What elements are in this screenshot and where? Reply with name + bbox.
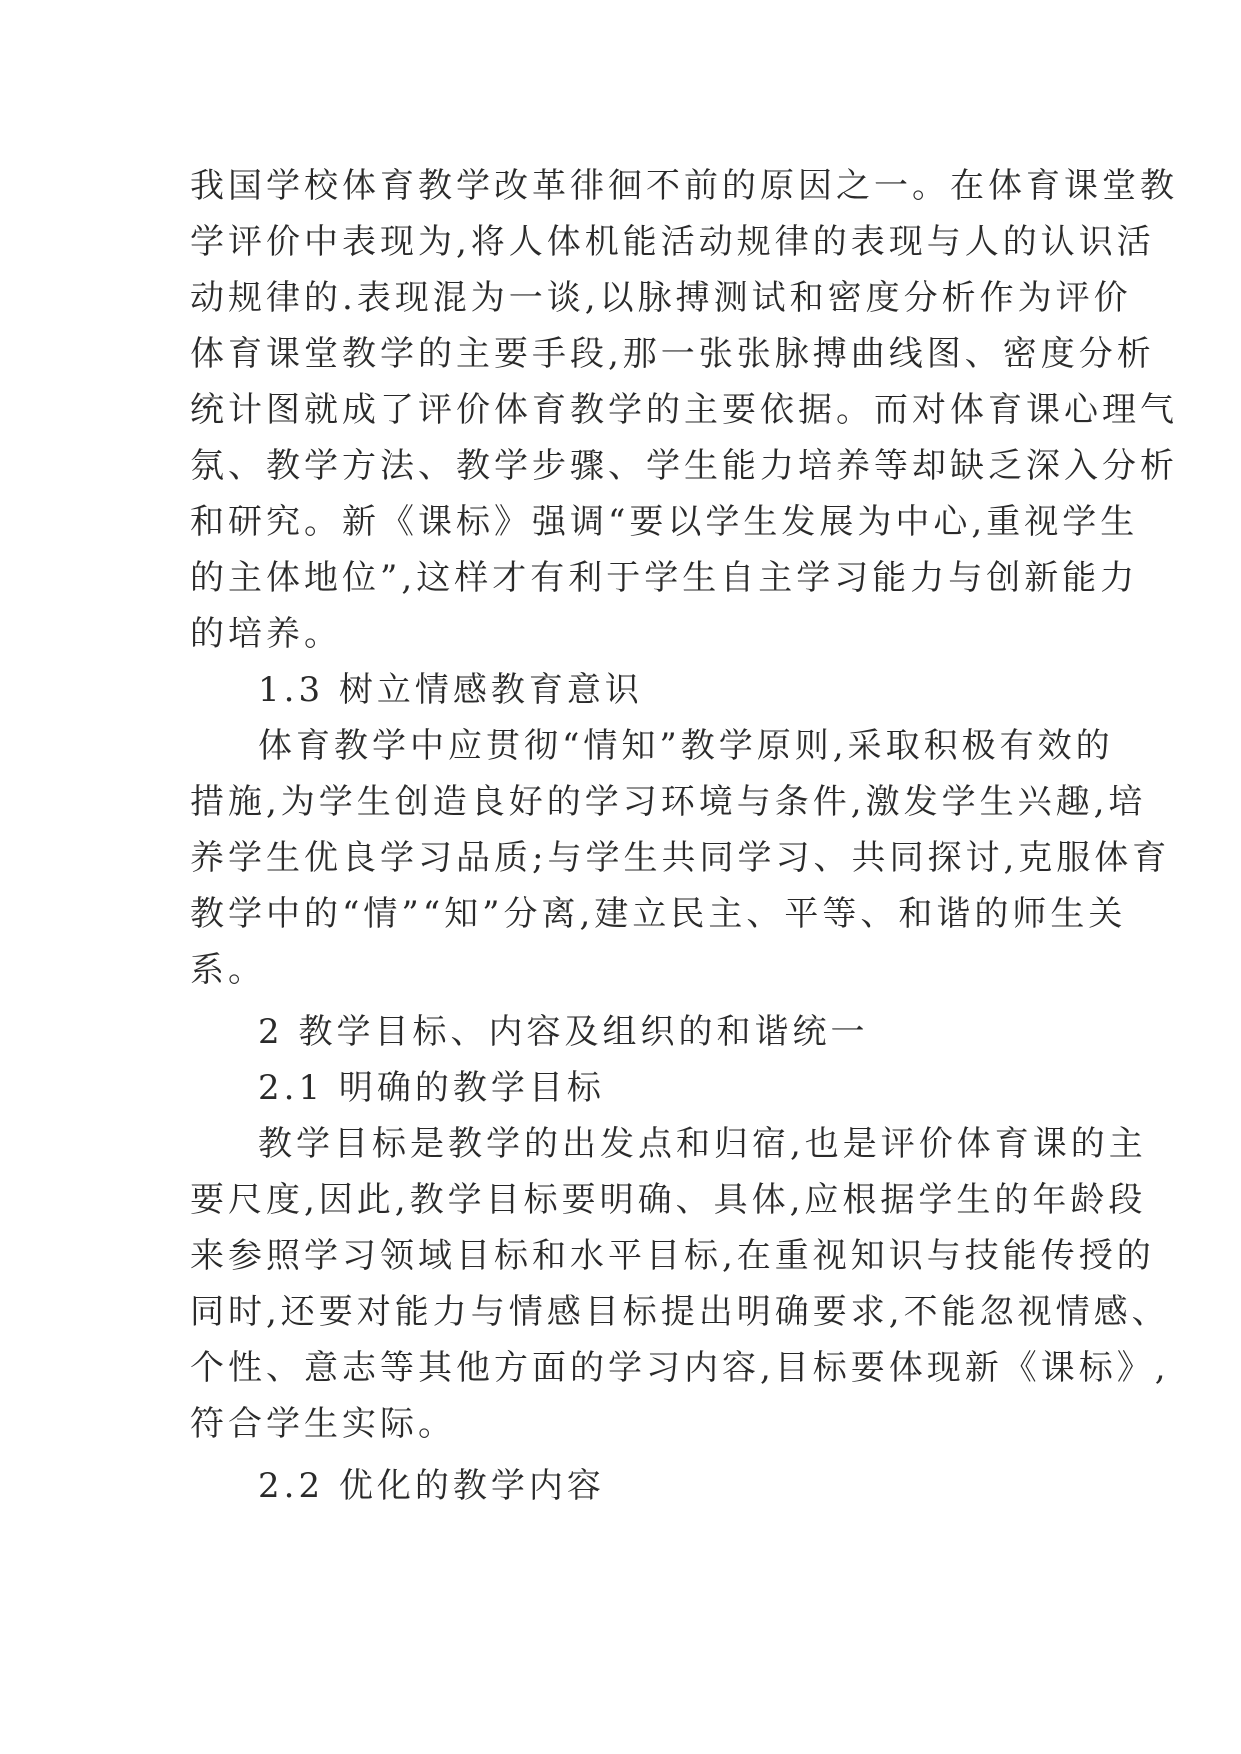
text-line: 来参照学习领域目标和水平目标,在重视知识与技能传授的	[190, 1236, 1155, 1276]
text-line: 措施,为学生创造良好的学习环境与条件,激发学生兴趣,培	[190, 782, 1147, 822]
text-line: 氛、教学方法、教学步骤、学生能力培养等却缺乏深入分析	[190, 446, 1178, 486]
text-line: 体育课堂教学的主要手段,那一张张脉搏曲线图、密度分析	[190, 334, 1155, 374]
text-line: 统计图就成了评价体育教学的主要依据。而对体育课心理气	[190, 390, 1178, 430]
text-line: 系。	[190, 950, 266, 990]
text-line: 的主体地位”,这样才有利于学生自主学习能力与创新能力	[190, 558, 1139, 598]
text-line: 养学生优良学习品质;与学生共同学习、共同探讨,克服体育	[190, 838, 1171, 878]
section-heading-2-1: 2.1 明确的教学目标	[258, 1068, 605, 1108]
text-line: 的培养。	[190, 614, 342, 654]
text-line: 同时,还要对能力与情感目标提出明确要求,不能忽视情感、	[190, 1292, 1170, 1332]
document-body	[190, 158, 1178, 1514]
text-line: 教学目标是教学的出发点和归宿,也是评价体育课的主	[258, 1124, 1147, 1164]
paragraph-3	[190, 1116, 1170, 1452]
text-line: 和研究。新《课标》强调“要以学生发展为中心,重视学生	[190, 502, 1139, 542]
section-heading-1-3: 1.3 树立情感教育意识	[258, 670, 643, 710]
text-line: 我国学校体育教学改革徘徊不前的原因之一。在体育课堂教	[190, 166, 1178, 206]
paragraph-2	[190, 718, 1171, 998]
text-line: 要尺度,因此,教学目标要明确、具体,应根据学生的年龄段	[190, 1180, 1147, 1220]
text-line: 教学中的“情”“知”分离,建立民主、平等、和谐的师生关	[190, 894, 1127, 934]
text-line: 体育教学中应贯彻“情知”教学原则,采取积极有效的	[258, 726, 1114, 766]
paragraph-1	[190, 158, 1178, 662]
text-line: 符合学生实际。	[190, 1404, 456, 1444]
text-line: 学评价中表现为,将人体机能活动规律的表现与人的认识活	[190, 222, 1155, 262]
section-heading-2-2: 2.2 优化的教学内容	[258, 1466, 605, 1506]
section-heading-2: 2 教学目标、内容及组织的和谐统一	[258, 1012, 869, 1052]
text-line: 个性、意志等其他方面的学习内容,目标要体现新《课标》,	[190, 1348, 1170, 1388]
text-line: 动规律的.表现混为一谈,以脉搏测试和密度分析作为评价	[190, 278, 1132, 318]
